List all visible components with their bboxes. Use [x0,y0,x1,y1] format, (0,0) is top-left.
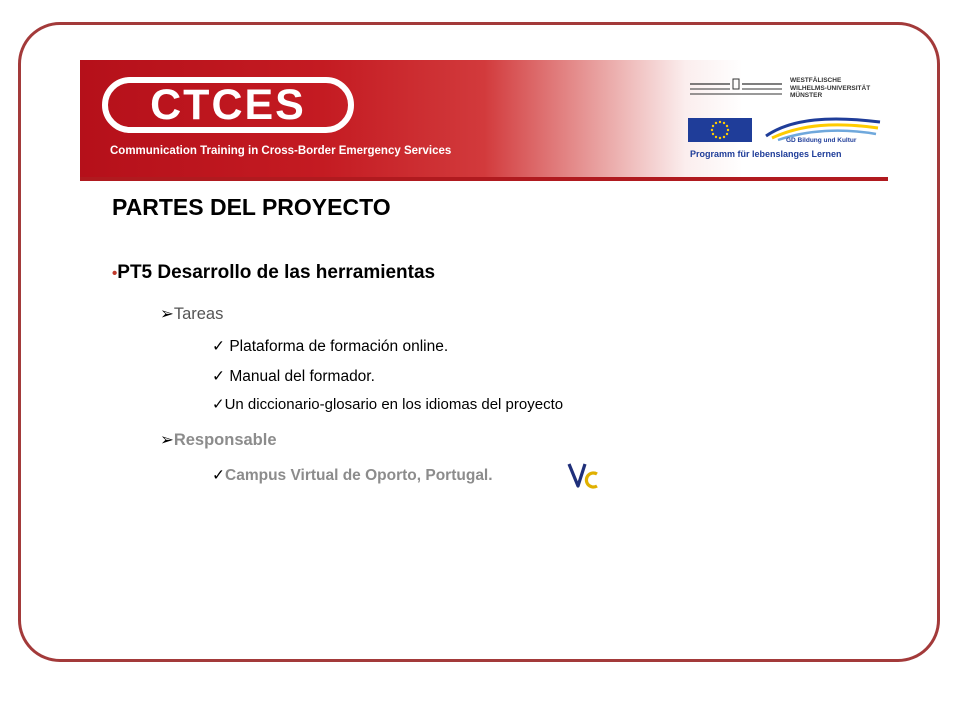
lifelong-learning-swoosh-icon [762,114,882,154]
task-item [212,337,448,356]
responsible-item [212,466,493,485]
arrow-icon: ➢ [160,431,174,449]
tasks-label: Tareas [173,305,224,323]
responsible-item-text: Campus Virtual de Oporto, Portugal. [225,467,493,484]
arrow-icon: ➢ [160,305,174,323]
task-item [212,367,375,386]
university-name: WESTFÄLISCHE WILHELMS-UNIVERSITÄT MÜNSTER [790,77,871,99]
header-tagline: Communication Training in Cross-Border Emergency Services [110,145,452,157]
checkmark-icon: ✓ [212,467,225,484]
gd-bildung-label: GD Bildung und Kultur [786,137,857,144]
checkmark-icon: ✓ [212,396,225,413]
slide-title: PARTES DEL PROYECTO [112,194,391,220]
work-package-text: PT5 Desarrollo de las herramientas [117,262,436,283]
vc-logo-icon [566,460,600,492]
tasks-heading [160,304,223,324]
header-banner [80,60,888,177]
bullet-icon: • [112,265,118,282]
responsible-heading [160,430,277,450]
task-item-text: Manual del formador. [229,368,375,385]
eu-flag-icon [688,118,752,142]
task-item [212,395,563,413]
checkmark-icon: ✓ [212,368,225,385]
responsible-label: Responsable [173,431,277,449]
task-item-text: Plataforma de formación online. [229,338,449,355]
banner-divider [80,177,888,181]
programme-label: Programm für lebenslanges Lernen [690,149,842,159]
checkmark-icon: ✓ [212,338,225,355]
task-item-text: Un diccionario-glosario en los idiomas del proyecto [224,396,564,413]
work-package-heading [112,262,435,284]
university-crest [690,76,782,100]
ctces-logo: CTCES [150,81,306,129]
